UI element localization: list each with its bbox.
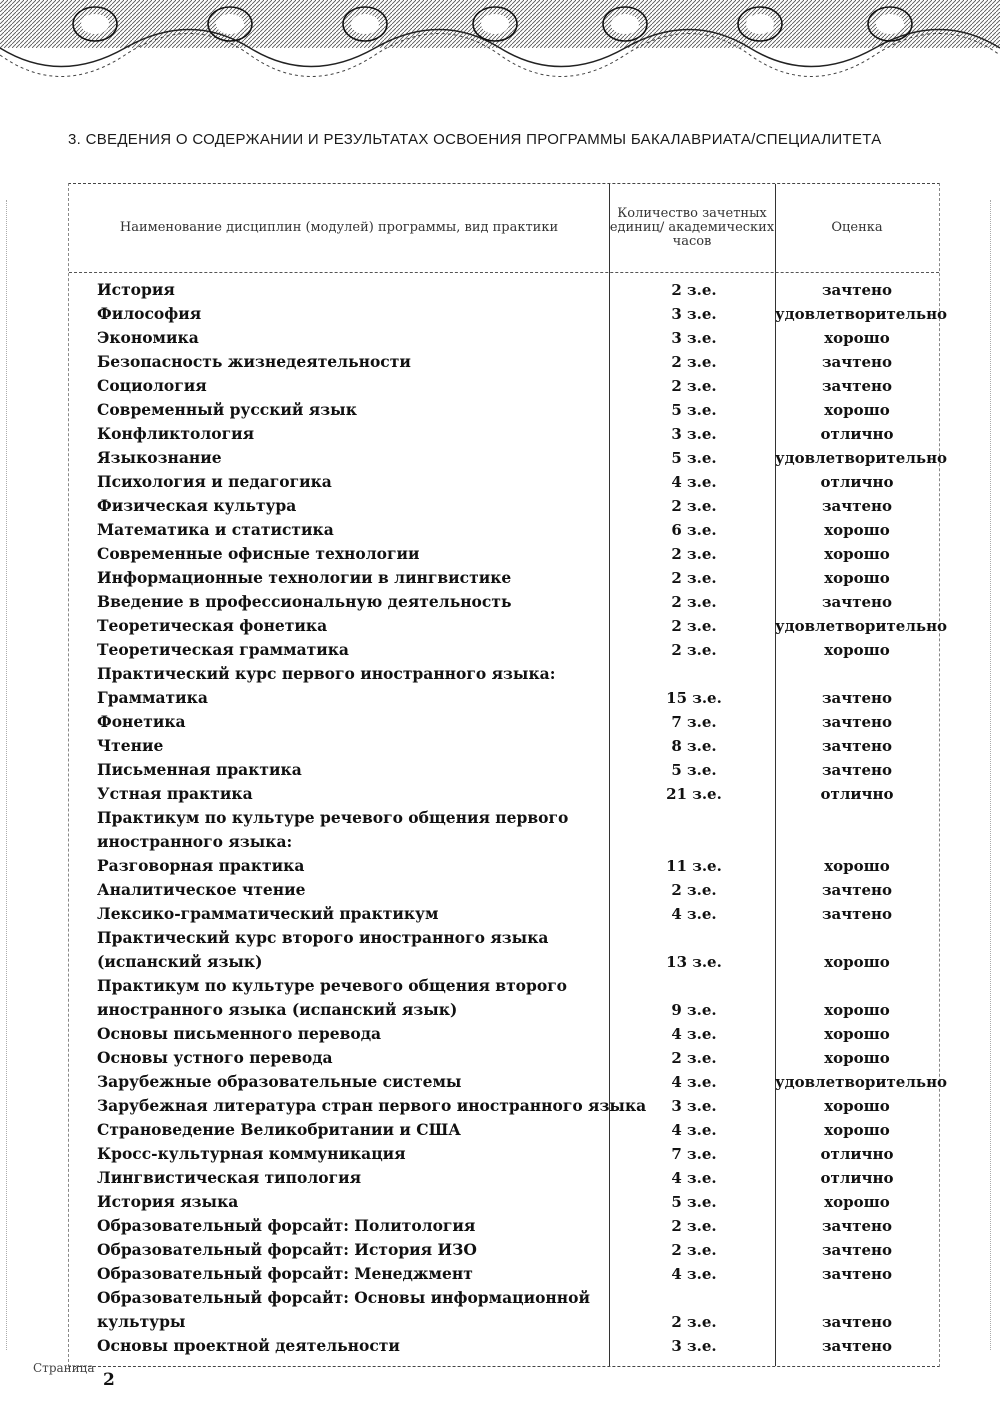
table-row xyxy=(69,710,939,734)
grade-value: хорошо xyxy=(824,1025,890,1043)
table-row xyxy=(69,446,948,470)
discipline-name: Чтение xyxy=(97,736,164,755)
table-row xyxy=(69,638,939,662)
credits-value: 3 з.е. xyxy=(671,425,717,443)
discipline-name: Социология xyxy=(97,376,207,395)
grade-value: зачтено xyxy=(821,761,893,779)
table-row xyxy=(69,302,948,326)
discipline-name: Основы устного перевода xyxy=(97,1048,333,1067)
table-row xyxy=(69,1118,939,1142)
grade-value: отлично xyxy=(820,1145,894,1163)
discipline-name: Фонетика xyxy=(97,712,186,731)
discipline-name: Грамматика xyxy=(97,688,208,707)
table-row xyxy=(69,1214,939,1238)
discipline-name: Языкознание xyxy=(97,448,222,467)
grade-value: хорошо xyxy=(824,857,890,875)
grade-value: хорошо xyxy=(824,569,890,587)
grade-value: хорошо xyxy=(824,1121,890,1139)
discipline-name: Образовательный форсайт: Основы информационной культуры xyxy=(97,1288,590,1331)
grade-value: хорошо xyxy=(824,953,890,971)
grade-value: хорошо xyxy=(824,545,890,563)
discipline-name: Образовательный форсайт: История ИЗО xyxy=(97,1240,477,1259)
credits-value: 5 з.е. xyxy=(671,761,717,779)
header-divider xyxy=(69,272,939,273)
credits-value: 4 з.е. xyxy=(671,1169,717,1187)
credits-value: 2 з.е. xyxy=(671,1241,717,1259)
discipline-name: Современные офисные технологии xyxy=(97,544,420,563)
discipline-name: Теоретическая фонетика xyxy=(97,616,328,635)
grade-value: зачтено xyxy=(821,689,893,707)
discipline-name: Устная практика xyxy=(97,784,253,803)
credits-value: 7 з.е. xyxy=(671,1145,717,1163)
grade-value: хорошо xyxy=(824,329,890,347)
grade-value: удовлетворительно xyxy=(775,305,948,323)
credits-value: 2 з.е. xyxy=(671,593,717,611)
grade-value: отлично xyxy=(820,425,894,443)
grade-value: зачтено xyxy=(821,593,893,611)
credits-value: 11 з.е. xyxy=(666,857,722,875)
discipline-name: Письменная практика xyxy=(97,760,302,779)
grade-value: зачтено xyxy=(821,497,893,515)
grade-value: хорошо xyxy=(824,641,890,659)
discipline-name: Кросс-культурная коммуникация xyxy=(97,1144,406,1163)
grade-value: хорошо xyxy=(824,1001,890,1019)
credits-value: 4 з.е. xyxy=(671,905,717,923)
discipline-name: Аналитическое чтение xyxy=(97,880,306,899)
table-row xyxy=(69,278,939,302)
credits-value: 2 з.е. xyxy=(671,497,717,515)
table-row xyxy=(69,782,939,806)
section-title: 3. СВЕДЕНИЯ О СОДЕРЖАНИИ И РЕЗУЛЬТАТАХ ОСВОЕНИЯ ПРОГРАММЫ БАКАЛАВРИАТА/СПЕЦИАЛИТЕТА xyxy=(68,131,882,148)
scan-margin-dots xyxy=(6,200,9,1350)
discipline-name: Введение в профессиональную деятельность xyxy=(97,592,512,611)
discipline-name: Философия xyxy=(97,304,202,323)
grade-value: зачтено xyxy=(821,1313,893,1331)
table-body xyxy=(69,278,948,1358)
grade-value: зачтено xyxy=(821,737,893,755)
credits-value: 5 з.е. xyxy=(671,1193,717,1211)
grade-value: зачтено xyxy=(821,377,893,395)
discipline-name: Образовательный форсайт: Политология xyxy=(97,1216,476,1235)
credits-value: 5 з.е. xyxy=(671,449,717,467)
table-row xyxy=(69,518,939,542)
page-label: Страница xyxy=(33,1361,95,1375)
grade-value: хорошо xyxy=(824,1097,890,1115)
table-row xyxy=(69,1046,939,1070)
grade-value: зачтено xyxy=(821,353,893,371)
credits-value: 2 з.е. xyxy=(671,1049,717,1067)
grade-value: удовлетворительно xyxy=(775,449,948,467)
table-row xyxy=(69,662,939,686)
grade-value: хорошо xyxy=(824,1193,890,1211)
discipline-name: Теоретическая грамматика xyxy=(97,640,349,659)
table-row xyxy=(69,350,939,374)
credits-value: 2 з.е. xyxy=(671,569,717,587)
credits-value: 2 з.е. xyxy=(671,377,717,395)
grade-value: отлично xyxy=(820,1169,894,1187)
grade-value: зачтено xyxy=(821,1217,893,1235)
credits-value: 3 з.е. xyxy=(671,1337,717,1355)
credits-value: 5 з.е. xyxy=(671,401,717,419)
credits-value: 2 з.е. xyxy=(671,545,717,563)
table-row xyxy=(69,1190,939,1214)
table-row xyxy=(69,326,939,350)
discipline-name: Практический курс первого иностранного языка: xyxy=(97,664,556,683)
table-row xyxy=(69,686,939,710)
discipline-name: Образовательный форсайт: Менеджмент xyxy=(97,1264,473,1283)
credits-value: 4 з.е. xyxy=(671,1265,717,1283)
discipline-name: Психология и педагогика xyxy=(97,472,332,491)
discipline-name: Экономика xyxy=(97,328,199,347)
credits-value: 2 з.е. xyxy=(671,617,717,635)
table-row xyxy=(69,758,939,782)
credits-value: 3 з.е. xyxy=(671,1097,717,1115)
table-row xyxy=(69,1262,939,1286)
credits-value: 8 з.е. xyxy=(671,737,717,755)
table-row xyxy=(69,1022,939,1046)
grade-value: зачтено xyxy=(821,713,893,731)
grade-value: зачтено xyxy=(821,281,893,299)
table-row xyxy=(69,542,939,566)
grade-value: хорошо xyxy=(824,1049,890,1067)
table-row xyxy=(69,1286,939,1334)
grade-value: хорошо xyxy=(824,401,890,419)
credits-value: 21 з.е. xyxy=(666,785,722,803)
grade-value: зачтено xyxy=(821,1265,893,1283)
credits-value: 4 з.е. xyxy=(671,473,717,491)
discipline-name: Безопасность жизнедеятельности xyxy=(97,352,411,371)
table-row xyxy=(69,854,939,878)
discipline-name: Лингвистическая типология xyxy=(97,1168,362,1187)
grade-value: отлично xyxy=(820,785,894,803)
discipline-name: Страноведение Великобритании и США xyxy=(97,1120,461,1139)
credits-value: 7 з.е. xyxy=(671,713,717,731)
table-row xyxy=(69,974,939,1022)
discipline-name: Математика и статистика xyxy=(97,520,334,539)
grade-value: отлично xyxy=(820,473,894,491)
table-row xyxy=(69,566,939,590)
table-row xyxy=(69,470,939,494)
discipline-name: Современный русский язык xyxy=(97,400,357,419)
credits-value: 2 з.е. xyxy=(671,353,717,371)
credits-value: 2 з.е. xyxy=(671,881,717,899)
credits-value: 3 з.е. xyxy=(671,305,717,323)
table-row xyxy=(69,734,939,758)
discipline-name: Зарубежная литература стран первого иностранного языка xyxy=(97,1096,647,1115)
grade-value: зачтено xyxy=(821,1337,893,1355)
credits-value: 2 з.е. xyxy=(671,641,717,659)
discipline-name: Практикум по культуре речевого общения второго иностранного языка (испанский язык) xyxy=(97,976,568,1019)
scan-margin-dots xyxy=(990,200,993,1350)
grade-value: удовлетворительно xyxy=(775,617,948,635)
header-grade: Оценка xyxy=(831,220,883,235)
discipline-name: Практикум по культуре речевого общения первого иностранного языка: xyxy=(97,808,569,851)
discipline-name: Практический курс второго иностранного языка (испанский язык) xyxy=(97,928,549,971)
grade-value: зачтено xyxy=(821,1241,893,1259)
table-row xyxy=(69,422,939,446)
table-row xyxy=(69,878,939,902)
credits-value: 2 з.е. xyxy=(671,1217,717,1235)
discipline-name: История языка xyxy=(97,1192,239,1211)
table-row xyxy=(69,1094,939,1118)
table-row xyxy=(69,902,939,926)
discipline-name: Зарубежные образовательные системы xyxy=(97,1072,462,1091)
discipline-name: История xyxy=(97,280,175,299)
discipline-name: Конфликтология xyxy=(97,424,255,443)
grade-value: зачтено xyxy=(821,881,893,899)
table-row xyxy=(69,614,948,638)
table-row xyxy=(69,590,939,614)
grade-value: зачтено xyxy=(821,905,893,923)
grades-table xyxy=(68,183,948,1367)
table-row xyxy=(69,494,939,518)
credits-value: 4 з.е. xyxy=(671,1121,717,1139)
discipline-name: Разговорная практика xyxy=(97,856,305,875)
credits-value: 9 з.е. xyxy=(671,1001,717,1019)
credits-value: 2 з.е. xyxy=(671,281,717,299)
credits-value: 6 з.е. xyxy=(671,521,717,539)
credits-value: 15 з.е. xyxy=(666,689,722,707)
grade-value: удовлетворительно xyxy=(775,1073,948,1091)
table-row xyxy=(69,1070,948,1094)
table-row xyxy=(69,806,939,854)
table-row xyxy=(69,1238,939,1262)
credits-value: 2 з.е. xyxy=(671,1313,717,1331)
header-name: Наименование дисциплин (модулей) программы, вид практики xyxy=(119,220,559,235)
table-row xyxy=(69,398,939,422)
table-row xyxy=(69,374,939,398)
page-number: 2 xyxy=(103,1370,115,1390)
discipline-name: Основы письменного перевода xyxy=(97,1024,382,1043)
discipline-name: Информационные технологии в лингвистике xyxy=(97,568,512,587)
discipline-name: Лексико-грамматический практикум xyxy=(97,904,439,923)
discipline-name: Физическая культура xyxy=(97,496,297,515)
table-row xyxy=(69,1334,939,1358)
credits-value: 4 з.е. xyxy=(671,1025,717,1043)
credits-value: 3 з.е. xyxy=(671,329,717,347)
header-credits: Количество зачетных единиц/ академических часов xyxy=(609,206,775,249)
decorative-border-ornament xyxy=(0,0,1000,95)
grade-value: хорошо xyxy=(824,521,890,539)
table-row xyxy=(69,1142,939,1166)
table-row xyxy=(69,926,939,974)
credits-value: 4 з.е. xyxy=(671,1073,717,1091)
table-row xyxy=(69,1166,939,1190)
credits-value: 13 з.е. xyxy=(666,953,722,971)
discipline-name: Основы проектной деятельности xyxy=(97,1336,400,1355)
